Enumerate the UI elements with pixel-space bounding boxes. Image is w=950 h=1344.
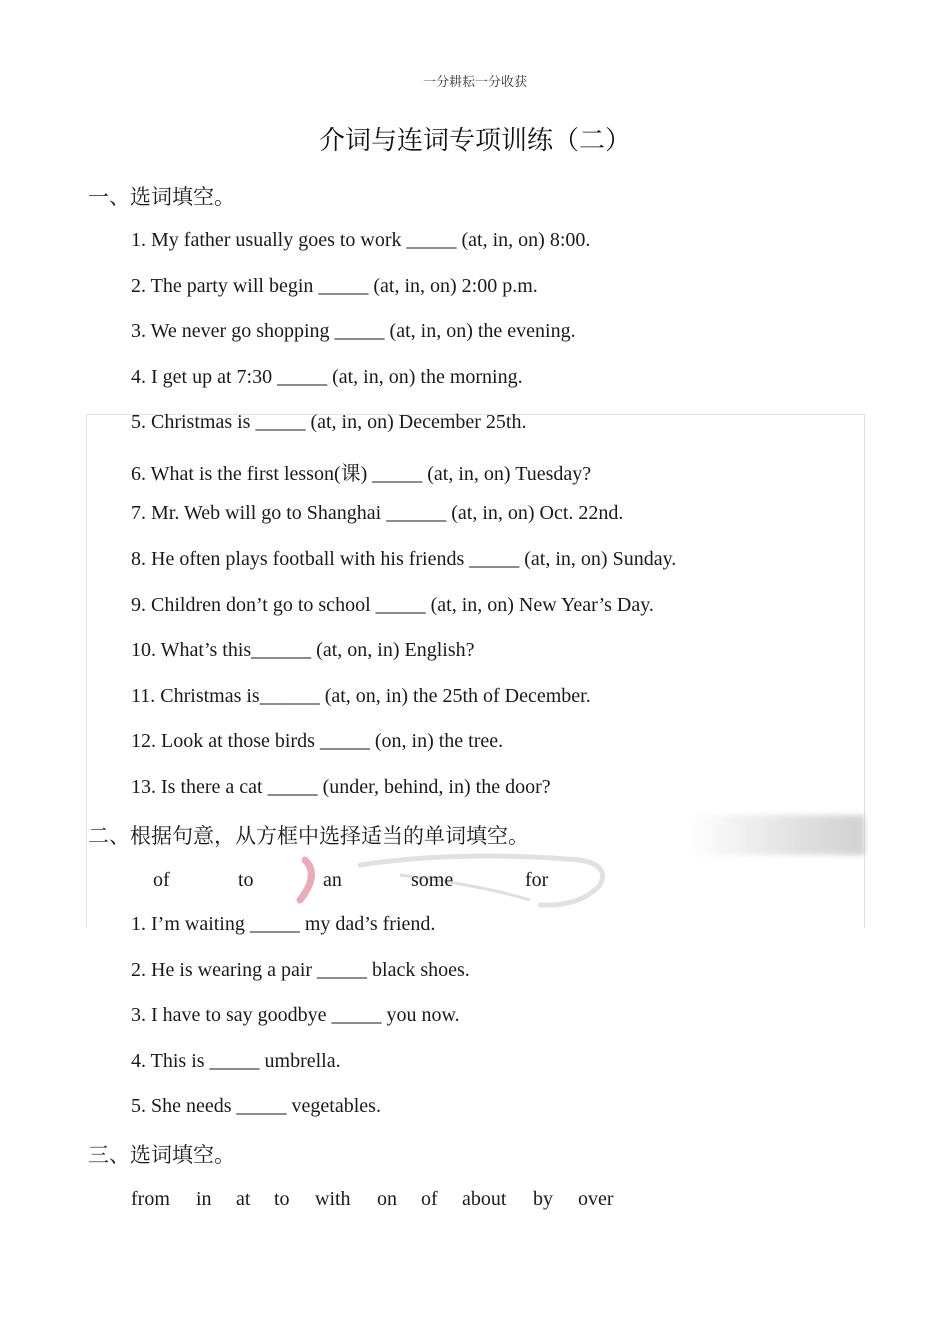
question-1-12: 12. Look at those birds _____ (on, in) the tree. bbox=[131, 730, 504, 752]
question-1-8: 8. He often plays football with his friends _____ (at, in, on) Sunday. bbox=[131, 548, 677, 570]
word-option-to: to bbox=[238, 869, 254, 891]
section3-heading: 三、选词填空。 bbox=[88, 1143, 235, 1167]
word-option-at: at bbox=[236, 1188, 251, 1210]
question-1-5: 5. Christmas is _____ (at, in, on) December 25th. bbox=[131, 411, 527, 433]
question-2-4: 4. This is _____ umbrella. bbox=[131, 1050, 341, 1072]
question-2-2: 2. He is wearing a pair _____ black shoes. bbox=[131, 959, 470, 981]
question-1-7: 7. Mr. Web will go to Shanghai ______ (at, in, on) Oct. 22nd. bbox=[131, 502, 624, 524]
question-1-11: 11. Christmas is______ (at, on, in) the 25th of December. bbox=[131, 685, 591, 707]
word-option-on: on bbox=[377, 1188, 397, 1210]
question-1-6: 6. What is the first lesson(课) _____ (at, in, on) Tuesday? bbox=[131, 463, 592, 485]
word-option-to: to bbox=[274, 1188, 290, 1210]
question-1-9: 9. Children don’t go to school _____ (at, in, on) New Year’s Day. bbox=[131, 594, 654, 616]
word-option-from: from bbox=[131, 1188, 170, 1210]
question-1-4: 4. I get up at 7:30 _____ (at, in, on) the morning. bbox=[131, 366, 523, 388]
question-1-2: 2. The party will begin _____ (at, in, on) 2:00 p.m. bbox=[131, 275, 538, 297]
page-title: 介词与连词专项训练（二） bbox=[318, 126, 631, 155]
section2-heading: 二、根据句意，从方框中选择适当的单词填空。 bbox=[88, 824, 529, 848]
word-option-by: by bbox=[533, 1188, 553, 1210]
word-option-for: for bbox=[525, 869, 549, 891]
word-option-over: over bbox=[578, 1188, 614, 1210]
word-option-in: in bbox=[196, 1188, 212, 1210]
word-option-some: some bbox=[411, 869, 454, 891]
question-1-10: 10. What’s this______ (at, on, in) English? bbox=[131, 639, 475, 661]
question-2-1: 1. I’m waiting _____ my dad’s friend. bbox=[131, 913, 436, 935]
question-1-1: 1. My father usually goes to work _____ (at, in, on) 8:00. bbox=[131, 229, 591, 251]
scan-smudge bbox=[690, 815, 865, 855]
word-option-of: of bbox=[153, 869, 170, 891]
question-1-13: 13. Is there a cat _____ (under, behind, in) the door? bbox=[131, 776, 551, 798]
question-2-5: 5. She needs _____ vegetables. bbox=[131, 1095, 381, 1117]
page-header: 一分耕耘一分收获 bbox=[422, 74, 527, 89]
question-1-3: 3. We never go shopping _____ (at, in, on) the evening. bbox=[131, 320, 576, 342]
word-option-about: about bbox=[462, 1188, 507, 1210]
word-option-with: with bbox=[315, 1188, 351, 1210]
word-option-an: an bbox=[323, 869, 342, 891]
question-2-3: 3. I have to say goodbye _____ you now. bbox=[131, 1004, 460, 1026]
section1-heading: 一、选词填空。 bbox=[88, 185, 235, 209]
word-option-of: of bbox=[421, 1188, 438, 1210]
